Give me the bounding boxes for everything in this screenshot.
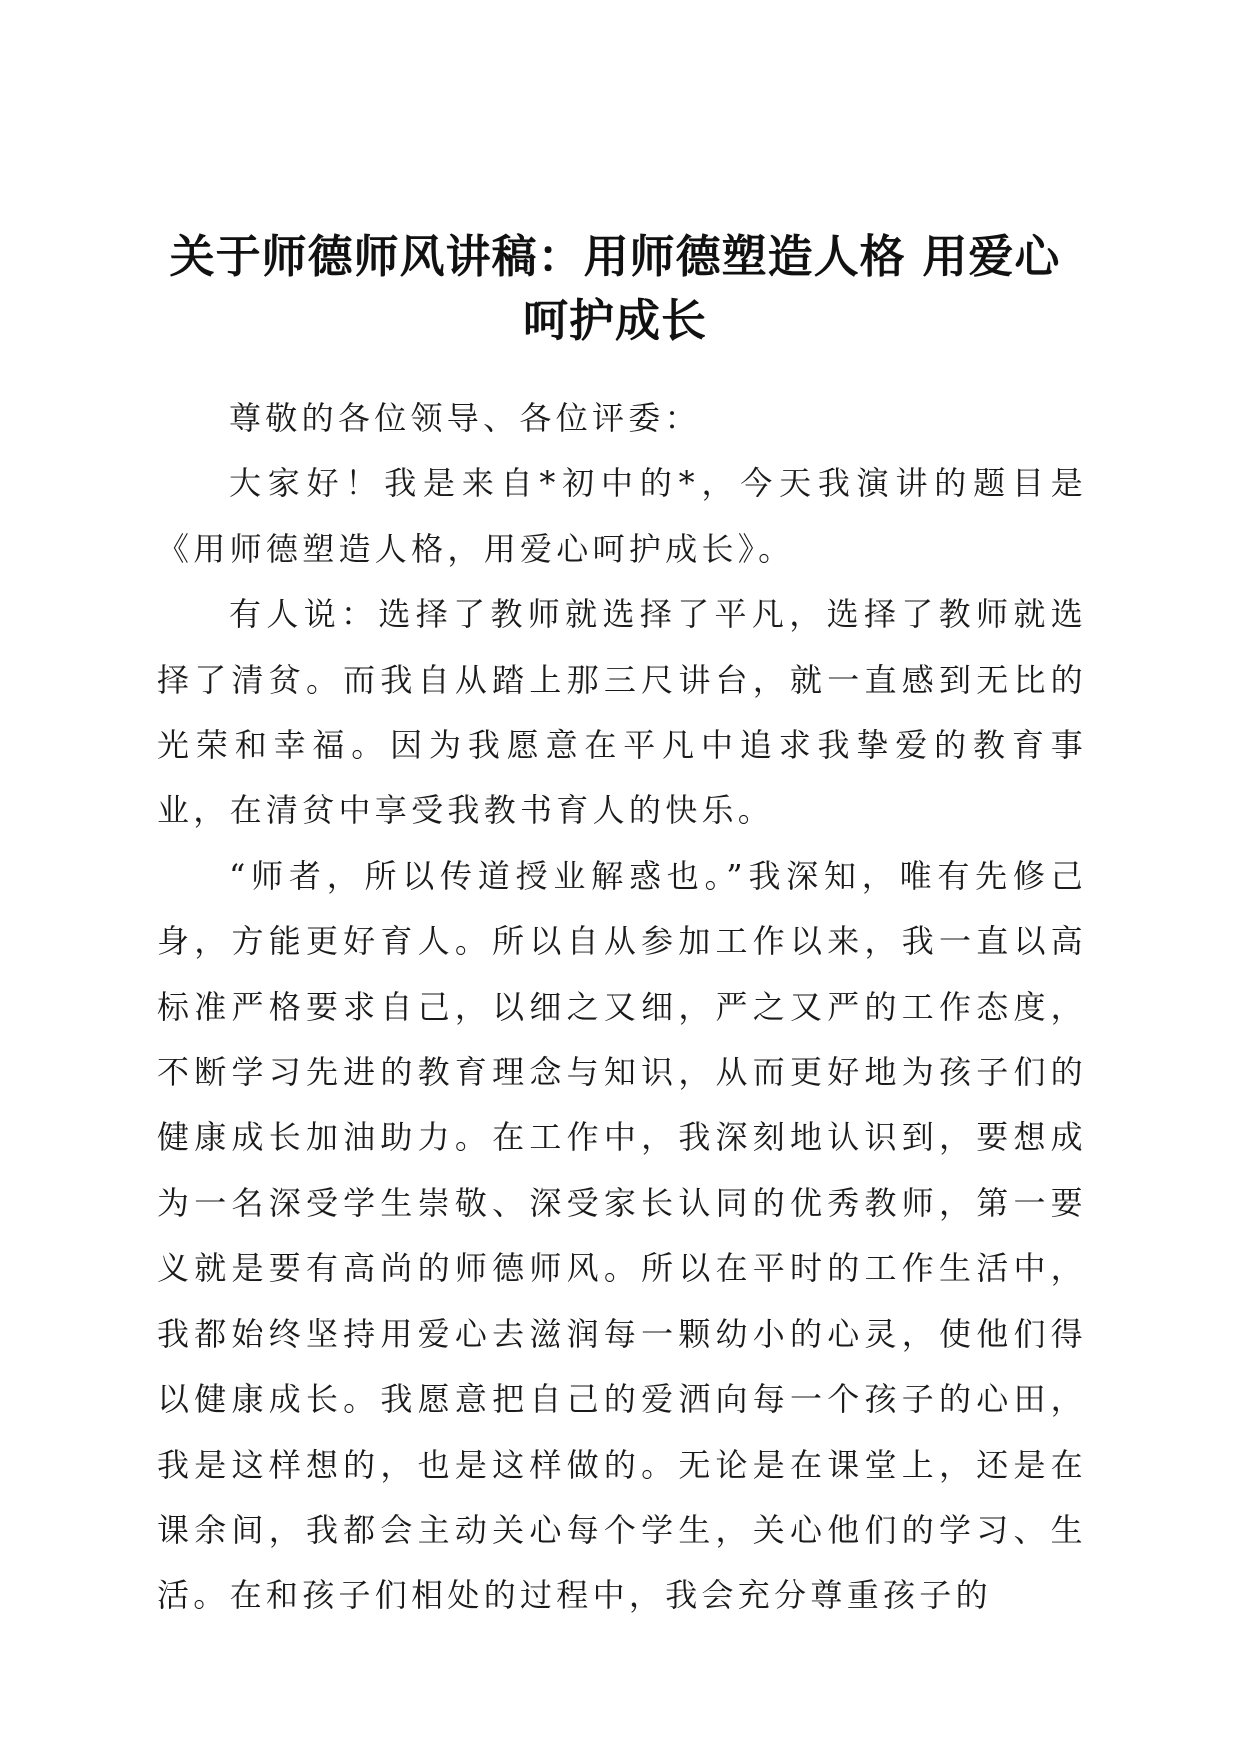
body-paragraph: “师者，所以传道授业解惑也。”我深知，唯有先修己身，方能更好育人。所以自从参加工作以来，我一直以高标准严格要求自己，以细之又细，严之又严的工作态度，不断学习先进的教育理念与知识，从而更好地为孩子们的健康成长加油助力。在工作中，我深刻地认识到，要想成为一名深受学生崇敬、深受家长认同的优秀教师，第一要义就是要有高尚的师德师风。所以在平时的工作生活中，我都始终坚持用爱心去滋润每一颗幼小的心灵，使他们得以健康成长。我愿意把自己的爱洒向每一个孩子的心田，我是这样想的，也是这样做的。无论是在课堂上，还是在课余间，我都会主动关心每个学生，关心他们的学习、生活。在和孩子们相处的过程中，我会充分尊重孩子的 bbox=[157, 856, 1087, 1615]
body-paragraph: 有人说：选择了教师就选择了平凡，选择了教师就选择了清贫。而我自从踏上那三尺讲台，就一直感到无比的光荣和幸福。因为我愿意在平凡中追求我挚爱的教育事业，在清贫中享受我教书育人的快乐。 bbox=[157, 595, 1087, 830]
title-line-1: 关于师德师风讲稿：用师德塑造人格 用爱心 bbox=[169, 230, 1061, 283]
title-line-2: 呵护成长 bbox=[522, 294, 707, 347]
introduction-paragraph: 大家好！我是来自*初中的*，今天我演讲的题目是《用师德塑造人格，用爱心呵护成长》。 bbox=[157, 464, 1087, 568]
salutation-paragraph: 尊敬的各位领导、各位评委： bbox=[229, 399, 701, 437]
document-title bbox=[150, 225, 1080, 353]
document-body bbox=[157, 386, 1087, 1629]
